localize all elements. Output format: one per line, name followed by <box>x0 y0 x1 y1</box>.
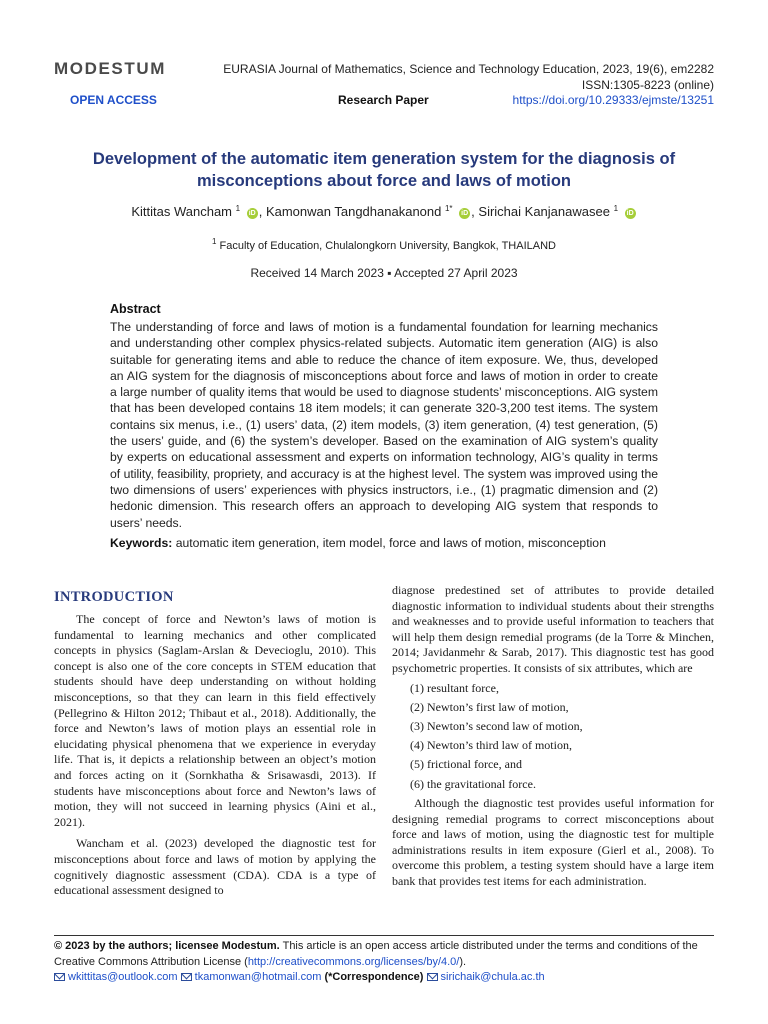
paper-title: Development of the automatic item generation system for the diagnosis of misconceptions about force and laws of motion <box>92 150 676 190</box>
body-paragraph: Although the diagnostic test provides useful information for designing remedial programs to correct misconceptions about force and laws of motion, using the diagnostic test for multiple administrations results in item exposure (Gierl et al., 2008). To overcome this problem, a testing system should have a large item bank that provides test items for each administration. <box>392 796 714 889</box>
abstract-text: The understanding of force and laws of motion is a fundamental foundation for learning mechanics and understanding other complex physics-related subjects. Automatic item generation (AIG) is also suitable for generating items and able to reduce the chance of item exposure. We, thus, developed an AIG system for the diagnosis of misconceptions about force and laws of motion in order to create a large number of quality items that would be used to diagnose students’ misconceptions. AIG system that has been developed contains 18 item models; it can generate 320-3,200 test items. The system contains six menus, i.e., (1) users’ data, (2) item models, (3) item generation, (4) test generation, (5) the users’ guide, and (6) the system’s developer. Based on the examination of AIG system’s quality by experts on educational assessment and experts on information technology, AIG’s quality in terms of utility, feasibility, propriety, and accuracy is at the highest level. The system was improved using the two dimensions of users’ experiences with physics instructors, i.e., (1) pragmatic dimension and (2) hedonic dimension. This research offers an approach to developing AIG system that responds to users’ needs. <box>110 320 658 530</box>
author-affiliation-marker: 1 <box>613 204 619 213</box>
license-end: ). <box>459 955 467 968</box>
orcid-icon[interactable]: iD <box>626 210 634 217</box>
envelope-icon <box>54 973 65 981</box>
abstract-heading: Abstract <box>110 302 161 316</box>
paper-type-label: Research Paper <box>338 93 429 107</box>
list-item: (6) the gravitational force. <box>410 776 536 791</box>
footer <box>54 939 724 986</box>
keywords-text: automatic item generation, item model, force and laws of motion, misconception <box>175 536 606 550</box>
body-paragraph: diagnose predestined set of attributes to provide detailed diagnostic information to individual students about their strengths and weaknesses and to provide useful information to teachers that will help them design remedial programs (de la Torre & Minchen, 2014; Javidanmehr & Sarab, 2017). This diagnostic test has good psychometric properties. It consists of six attributes, which are <box>392 583 714 675</box>
doi-link[interactable]: https://doi.org/10.29333/ejmste/13251 <box>512 93 714 107</box>
email-link[interactable]: tkamonwan@hotmail.com <box>194 971 322 983</box>
attribute-list <box>392 681 714 793</box>
left-column <box>54 612 376 899</box>
journal-citation: EURASIA Journal of Mathematics, Science and Technology Education, 2023, 19(6), em2282 <box>223 62 714 76</box>
open-access-label: OPEN ACCESS <box>70 93 157 107</box>
author-name: Kittitas Wancham <box>131 204 233 219</box>
author-name: Kamonwan Tangdhanakanond <box>265 204 442 219</box>
publisher-logo: MODESTUM <box>54 59 166 78</box>
correspondence-label: (*Correspondence) <box>324 971 424 983</box>
author-list: Kittitas Wancham $^1$ iD , Kamonwan Tangdhanakanond $^{1*}$ iD , Sirichai Kanjanawasee $^1$ iD <box>131 204 634 219</box>
author-affiliation-marker: 1 <box>235 204 241 213</box>
affiliation-text: Faculty of Education, Chulalongkorn University, Bangkok, THAILAND <box>219 240 556 252</box>
keywords-label: Keywords: <box>110 536 173 550</box>
license-link[interactable]: http://creativecommons.org/licenses/by/4.0/ <box>247 955 460 968</box>
right-column <box>392 583 714 890</box>
list-item: (2) Newton’s first law of motion, <box>410 699 569 714</box>
body-paragraph: The concept of force and Newton’s laws of motion is fundamental to learning mechanics and other complicated concepts in physics (Saglam-Arslan & Devecioglu, 2010). This concept is also one of the core concepts in STEM education that students should have deep understanding on without holding misconceptions, so that they can learn in this field effectively (Pellegrino & Hilton 2012; Thibaut et al., 2018). Additionally, the force and Newton’s laws of motion plays an essential role in elucidating physical phenomena that we experience in everyday life. That is, it depicts a relationship between an object’s motion and forces acting on it (Sornkhatha & Srisawasdi, 2013). If students have misconceptions about force and Newton’s laws of motion, they will not succeed in learning physics (Aini et al., 2021). <box>54 612 376 829</box>
journal-info <box>223 61 714 93</box>
orcid-icon[interactable]: iD <box>248 210 256 217</box>
author-affiliation-marker: 1* <box>444 204 453 213</box>
affiliation-marker: 1 <box>212 237 217 246</box>
contact-emails <box>54 970 724 986</box>
keywords <box>110 536 670 550</box>
envelope-icon <box>181 973 192 981</box>
envelope-icon <box>427 973 438 981</box>
section-heading: INTRODUCTION <box>54 589 174 605</box>
body-paragraph: Wancham et al. (2023) developed the diagnostic test for misconceptions about force and laws of motion by applying the cognitively diagnostic assessment (CDA). CDA is a type of educational assessment designed to <box>54 836 376 898</box>
footer-divider <box>54 935 714 936</box>
license-text: This article is an open access article distributed under the terms and conditions of the Creative Commons Attribution License ( <box>54 940 698 968</box>
author-name: Sirichai Kanjanawasee <box>478 204 610 219</box>
orcid-icon[interactable]: iD <box>461 210 469 217</box>
list-item: (3) Newton’s second law of motion, <box>410 718 583 733</box>
list-item: (4) Newton’s third law of motion, <box>410 738 572 753</box>
license-notice <box>54 939 724 970</box>
list-item: (5) frictional force, and <box>410 757 522 772</box>
email-link[interactable]: sirichaik@chula.ac.th <box>440 971 545 983</box>
affiliation <box>0 237 768 252</box>
journal-issn: ISSN:1305-8223 (online) <box>581 78 714 92</box>
list-item: (1) resultant force, <box>410 680 499 695</box>
email-link[interactable]: wkittitas@outlook.com <box>68 971 178 983</box>
received-accepted-dates: Received 14 March 2023 ▪ Accepted 27 April 2023 <box>250 266 518 280</box>
copyright-text: © 2023 by the authors; licensee Modestum. <box>54 940 280 952</box>
